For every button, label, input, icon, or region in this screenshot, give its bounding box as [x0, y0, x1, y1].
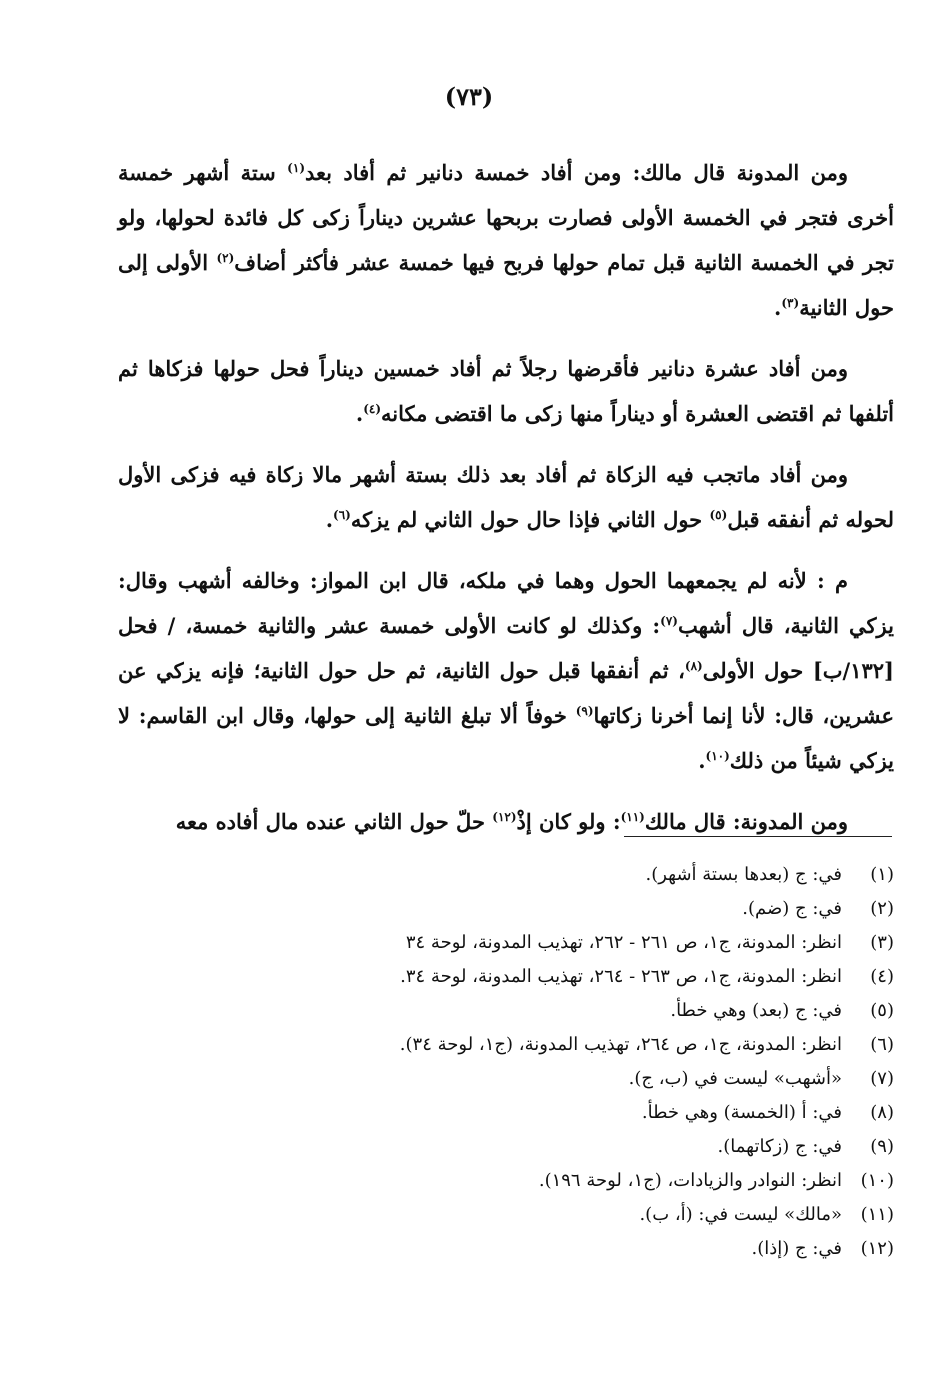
- paragraph-text: ، ثم أنفقها قبل حول الثانية، ثم حل حول الثانية؛ فإنه يزكي عن عشرين، قال: لأنا إنما أخرنا زكاتها: [118, 658, 894, 728]
- footnote-number: (٢): [870, 898, 894, 919]
- footnote-text: «مالك» ليست في: (أ، ب).: [639, 1204, 842, 1225]
- footnote-text: «أشهب» ليست في (ب، ج).: [628, 1068, 842, 1089]
- footnote-number: (١٠): [860, 1170, 894, 1191]
- footnote-item: [200, 1164, 894, 1198]
- paragraph-text: م : لأنه لم يجمعهما الحول وهما في ملكه، قال ابن المواز: وخالفه أشهب وقال: يزكي الثانية، قال أشهب: [118, 568, 894, 638]
- footnote-marker: (٩): [575, 704, 594, 718]
- footnote-number: (٤): [870, 966, 894, 987]
- footnote-item: [200, 1028, 894, 1062]
- footnote-number: (١٢): [860, 1238, 894, 1259]
- paragraph: [118, 799, 894, 844]
- paragraph: [118, 150, 894, 330]
- footnote-marker: (٧): [660, 614, 678, 628]
- paragraph-text: .: [355, 401, 364, 426]
- footnote-text: في: أ (الخمسة) وهي خطأ.: [641, 1102, 842, 1123]
- main-text: [118, 150, 894, 844]
- footnotes-list: [200, 858, 894, 1266]
- footnote-text: انظر: المدونة، ج١، ص ٢٦١ - ٢٦٢، تهذيب المدونة، لوحة ٣٤: [405, 932, 842, 953]
- footnote-marker: (٣): [781, 296, 800, 310]
- footnote-item: [200, 1096, 894, 1130]
- paragraph-text: ومن أفاد ماتجب فيه الزكاة ثم أفاد بعد ذلك بستة أشهر مالا زكاة فيه فزكى الأول لحوله ثم أنفقه قبل: [118, 462, 894, 532]
- footnote-number: (٩): [870, 1136, 894, 1157]
- footnote-text: في: ج (إذا).: [751, 1238, 842, 1259]
- footnote-number: (٣): [870, 932, 894, 953]
- paragraph: [118, 346, 894, 436]
- footnote-item: [200, 1232, 894, 1266]
- footnote-item: [200, 926, 894, 960]
- footnote-marker: (١٠): [705, 749, 730, 763]
- paragraph-text: ومن المدونة قال مالك: ومن أفاد خمسة دنانير ثم أفاد بعد: [305, 160, 848, 185]
- footnote-marker: (٤): [363, 402, 382, 416]
- footnote-marker: (٦): [333, 508, 351, 522]
- footnote-number: (٦): [870, 1034, 894, 1055]
- footnote-marker: (٨): [684, 659, 703, 673]
- footnote-divider: [624, 836, 892, 837]
- footnote-marker: (٢): [216, 251, 235, 265]
- footnote-number: (١): [870, 864, 894, 885]
- paragraph-text: ستة أشهر خمسة أخرى فتجر في الخمسة الأولى فصارت بربحها عشرين ديناراً زكى كل فائدة لحولها، ولو تجر في الخمسة الثانية قبل تمام حولها فربح فيها خمسة عشر فأكثر أضاف: [118, 160, 894, 275]
- paragraph: [118, 558, 894, 783]
- footnote-marker: (١١): [620, 810, 645, 824]
- paragraph-text: .: [698, 748, 706, 773]
- footnote-number: (٨): [870, 1102, 894, 1123]
- paragraph-text: حلّ حول الثاني عنده مال أفاده معه: [175, 809, 493, 834]
- footnote-number: (٥): [870, 1000, 894, 1021]
- footnote-marker: (٥): [709, 508, 728, 522]
- paragraph-text: حول الثاني فإذا حال حول الثاني لم يزكه: [350, 507, 710, 532]
- footnote-number: (٧): [870, 1068, 894, 1089]
- footnote-marker: (١٢): [492, 810, 517, 824]
- paragraph-text: خوفاً ألا تبلغ الثانية إلى حولها، وقال ابن القاسم: لا يزكي شيئاً من ذلك: [118, 703, 894, 773]
- footnote-text: انظر: المدونة، ج١، ص ٢٦٤، تهذيب المدونة، (ج١، لوحة ٣٤).: [399, 1034, 842, 1055]
- paragraph: [118, 452, 894, 542]
- footnote-text: انظر: المدونة، ج١، ص ٢٦٣ - ٢٦٤، تهذيب المدونة، لوحة ٣٤.: [400, 966, 842, 987]
- paragraph-text: : وكذلك لو كانت الأولى خمسة عشر والثانية خمسة، / فحل [١٣٢/ب] حول الأولى: [118, 613, 894, 683]
- paragraph-text: : ولو كان إذْ: [516, 809, 621, 834]
- footnote-text: في: ج (ضم).: [742, 898, 842, 919]
- footnote-item: [200, 858, 894, 892]
- footnote-item: [200, 1062, 894, 1096]
- footnote-text: في: ج (بعدها بستة أشهر).: [645, 864, 842, 885]
- paragraph-text: الأولى إلى حول الثانية: [118, 250, 894, 320]
- paragraph-text: .: [774, 295, 782, 320]
- footnote-item: [200, 892, 894, 926]
- footnote-item: [200, 1130, 894, 1164]
- paragraph-text: ومن أفاد عشرة دنانير فأقرضها رجلاً ثم أفاد خمسين ديناراً فحل حولها فزكاها ثم أتلفها ثم اقتضى العشرة أو ديناراً منها زكى ما اقتضى مكانه: [118, 356, 894, 426]
- paragraph-text: ومن المدونة: قال مالك: [644, 809, 848, 834]
- footnote-item: [200, 1198, 894, 1232]
- footnote-text: في: ج (زكاتهما).: [717, 1136, 842, 1157]
- footnote-item: [200, 994, 894, 1028]
- footnote-number: (١١): [860, 1204, 894, 1225]
- footnote-marker: (١): [287, 161, 305, 175]
- page-number: (٧٣): [444, 82, 494, 111]
- footnote-text: في: ج (بعد) وهي خطأ.: [670, 1000, 842, 1021]
- footnote-text: انظر: النوادر والزيادات، (ج١، لوحة ١٩٦).: [538, 1170, 842, 1191]
- footnote-item: [200, 960, 894, 994]
- paragraph-text: .: [325, 507, 334, 532]
